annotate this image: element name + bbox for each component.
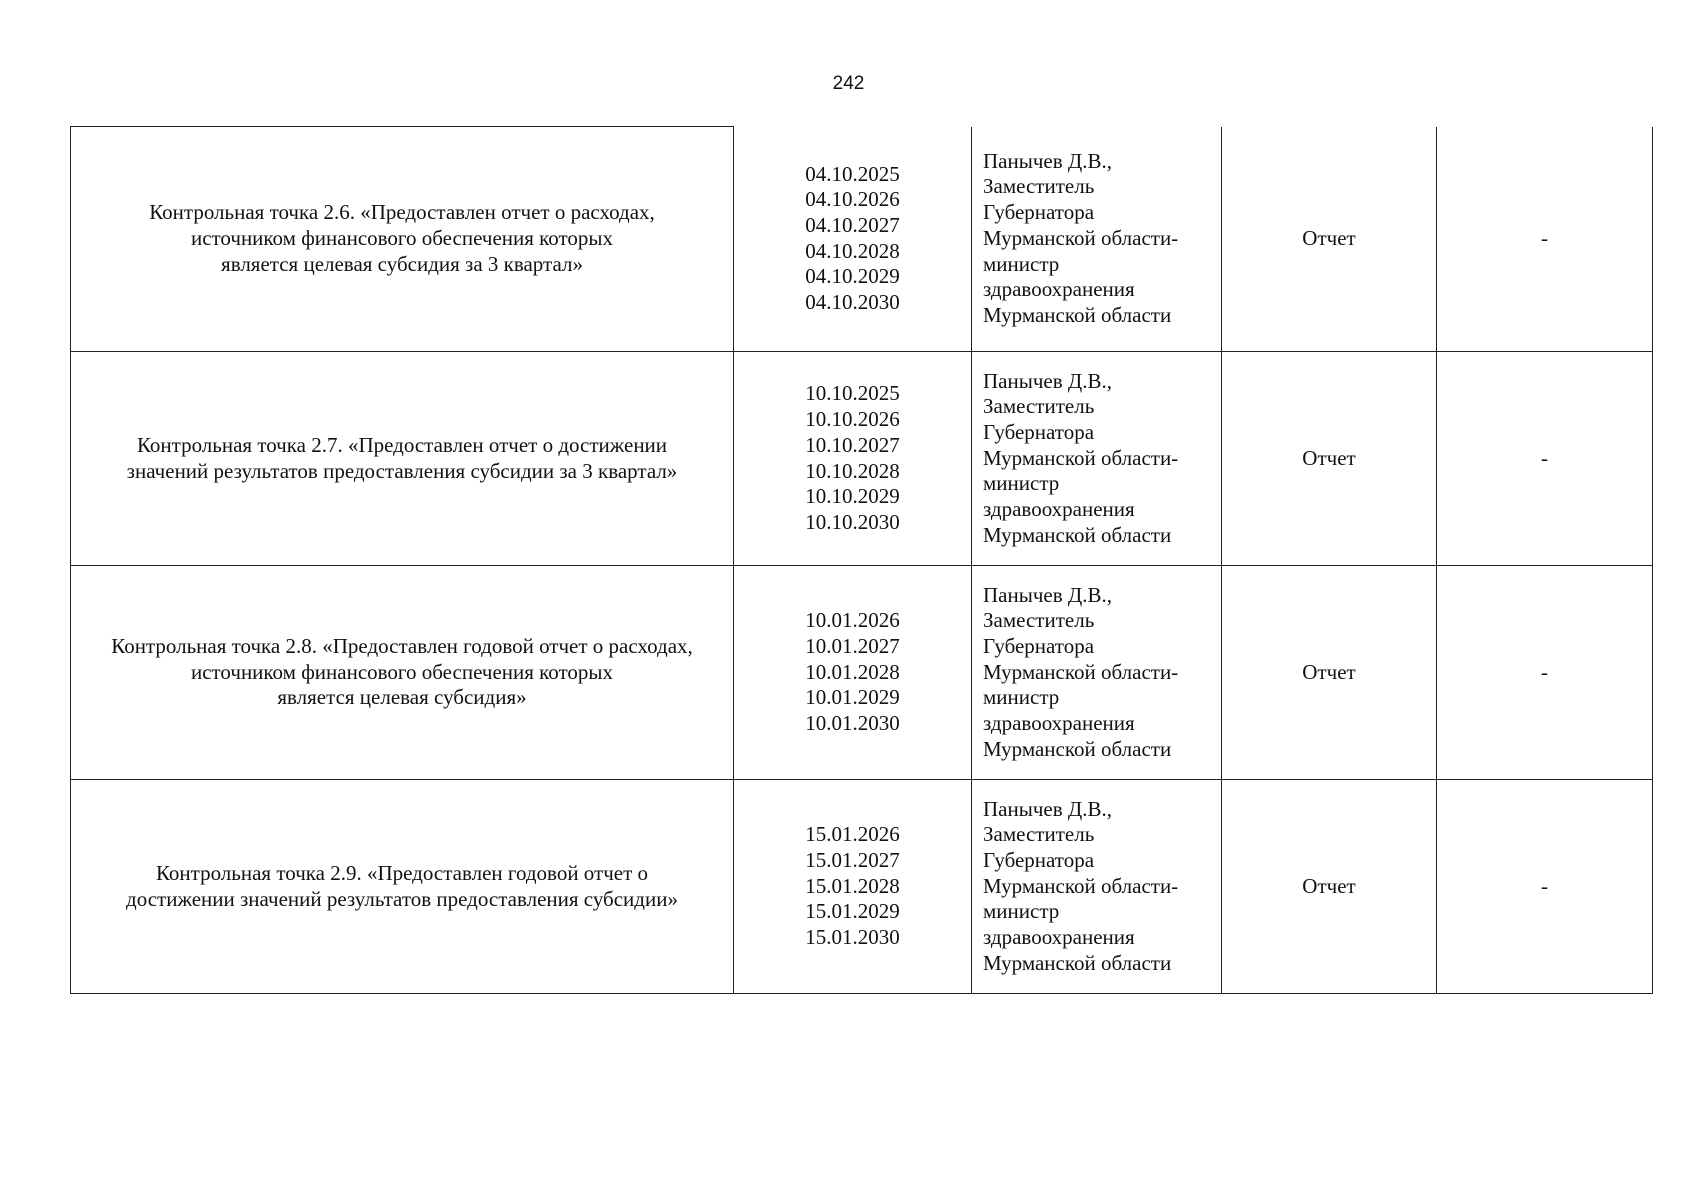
note-cell: - [1437, 780, 1653, 994]
note-cell: - [1437, 566, 1653, 780]
document-type: Отчет [1222, 566, 1437, 780]
document-type: Отчет [1222, 127, 1437, 352]
table-row [71, 780, 1653, 994]
control-points-table [70, 126, 1653, 994]
control-point-dates: 10.01.2026 10.01.2027 10.01.2028 10.01.2029 10.01.2030 [734, 566, 972, 780]
control-point-name: Контрольная точка 2.7. «Предоставлен отчет о достижении значений результатов предоставления субсидии за 3 квартал» [71, 352, 734, 566]
note-cell: - [1437, 352, 1653, 566]
control-point-name: Контрольная точка 2.9. «Предоставлен годовой отчет о достижении значений результатов предоставления субсидии» [71, 780, 734, 994]
control-point-dates: 15.01.2026 15.01.2027 15.01.2028 15.01.2029 15.01.2030 [734, 780, 972, 994]
page-number: 242 [832, 73, 865, 94]
responsible-person: Панычев Д.В., Заместитель Губернатора Мурманской области- министр здравоохранения Мурманской области [972, 780, 1222, 994]
responsible-person: Панычев Д.В., Заместитель Губернатора Мурманской области- министр здравоохранения Мурманской области [972, 352, 1222, 566]
table-row [71, 352, 1653, 566]
document-type: Отчет [1222, 780, 1437, 994]
control-point-dates: 10.10.2025 10.10.2026 10.10.2027 10.10.2028 10.10.2029 10.10.2030 [734, 352, 972, 566]
control-point-name: Контрольная точка 2.6. «Предоставлен отчет о расходах, источником финансового обеспечения которых является целевая субсидия за 3 квартал» [71, 127, 734, 352]
responsible-person: Панычев Д.В., Заместитель Губернатора Мурманской области- министр здравоохранения Мурманской области [972, 566, 1222, 780]
table-row [71, 127, 1653, 352]
control-point-dates: 04.10.2025 04.10.2026 04.10.2027 04.10.2028 04.10.2029 04.10.2030 [734, 127, 972, 352]
table-row [71, 566, 1653, 780]
control-point-name: Контрольная точка 2.8. «Предоставлен годовой отчет о расходах, источником финансового обеспечения которых является целевая субсидия» [71, 566, 734, 780]
responsible-person: Панычев Д.В., Заместитель Губернатора Мурманской области- министр здравоохранения Мурманской области [972, 127, 1222, 352]
document-type: Отчет [1222, 352, 1437, 566]
note-cell: - [1437, 127, 1653, 352]
